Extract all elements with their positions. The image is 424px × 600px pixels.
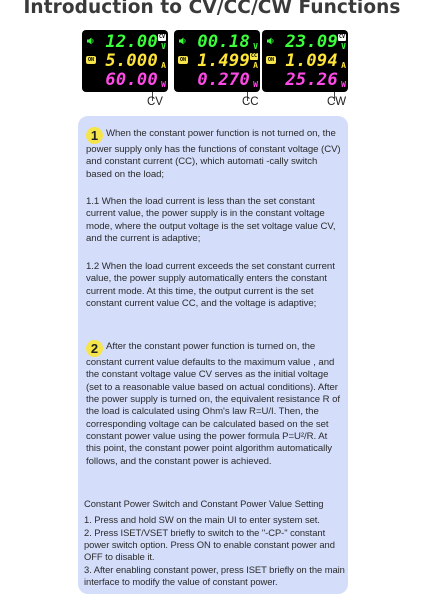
power-readout: 0.270 (197, 70, 250, 90)
display-panel-cw (262, 30, 348, 92)
voltage-readout: 00.18 (197, 32, 250, 52)
voltage-unit: V (341, 42, 346, 51)
current-readout: 1.499 (197, 51, 250, 71)
cw-label: CW (327, 96, 347, 108)
display-panel-cv (82, 30, 168, 92)
power-unit: W (341, 80, 346, 89)
power-readout: 60.00 (105, 70, 158, 90)
section-cv-mode (86, 196, 342, 245)
output-on-tag: ON (180, 57, 187, 63)
current-unit: A (161, 61, 166, 70)
voltage-unit: V (161, 42, 166, 51)
section-cv-cc-intro (86, 127, 342, 181)
voltage-unit: V (253, 42, 258, 51)
section-1-1-text: 1.1 When the load current is less than the set constant current value, the power supply is in the constant voltage mode, where the output voltage is the set voltage value CV, and the current is adaptive; (86, 196, 336, 245)
speaker-icon (87, 37, 94, 45)
section-cp-settings (84, 498, 346, 588)
description-card (78, 116, 348, 594)
mode-badge: CV (158, 34, 165, 40)
number-badge-2: 2 (86, 340, 103, 357)
current-readout: 1.094 (285, 51, 338, 71)
speaker-icon (179, 37, 186, 45)
cc-label: CC (242, 96, 259, 108)
mode-badge: CC (250, 53, 257, 59)
current-unit: A (253, 61, 258, 70)
current-unit: A (341, 61, 346, 70)
section-cc-mode (86, 261, 342, 310)
voltage-readout: 12.00 (105, 32, 158, 52)
cv-label: CV (147, 96, 163, 108)
display-panel-cc (174, 30, 260, 92)
speaker-icon (267, 37, 274, 45)
current-readout: 5.000 (105, 51, 158, 71)
page-title: Introduction to CV/CC/CW Functions (23, 0, 401, 18)
settings-heading: Constant Power Switch and Constant Power Value Setting (84, 498, 324, 509)
output-on-tag: ON (88, 57, 95, 63)
section-1-text: When the constant power function is not turned on, the power supply only has the functions of constant voltage (CV) and constant current (CC), which automati -cally switch based on the load; (86, 128, 341, 180)
display-panels (0, 24, 424, 110)
settings-step-1: 1. Press and hold SW on the main UI to enter system set. (84, 514, 320, 526)
power-unit: W (161, 80, 166, 89)
output-on-tag: ON (268, 57, 275, 63)
settings-step-3: 3. After enabling constant power, press ISET briefly on the main interface to modify the value of constant power. (84, 563, 345, 588)
power-unit: W (253, 80, 258, 89)
section-1-2-text: 1.2 When the load current exceeds the set constant current value, the power supply automatically enters the constant current mode. At this time, the output current is the set constant current value CC, and the voltage is adaptive; (86, 261, 335, 310)
section-2-text: After the constant power function is turned on, the constant current value defaults to the maximum value , and the constant voltage value CV serves as the initial voltage (set to a reasonable value based on actual conditions). After the power supply is turned on, the equivalent resistance R of the load is calculated using Ohm's law R=U/I. Then, the corresponding voltage can be calculated based on the set constant power value using the power formula P=U²/R. At this point, the constant power point algorithm automatically follows, and the constant power is achieved. (86, 341, 341, 467)
mode-badge: CV (338, 34, 345, 40)
voltage-readout: 23.09 (285, 32, 338, 52)
section-cw-intro (86, 340, 342, 468)
power-readout: 25.26 (285, 70, 338, 90)
settings-step-2: 2. Press ISET/VSET briefly to switch to the "-CP-" constant power switch option. Press ON to enable constant power and OFF to disable it. (84, 526, 335, 563)
number-badge-1: 1 (86, 127, 103, 144)
